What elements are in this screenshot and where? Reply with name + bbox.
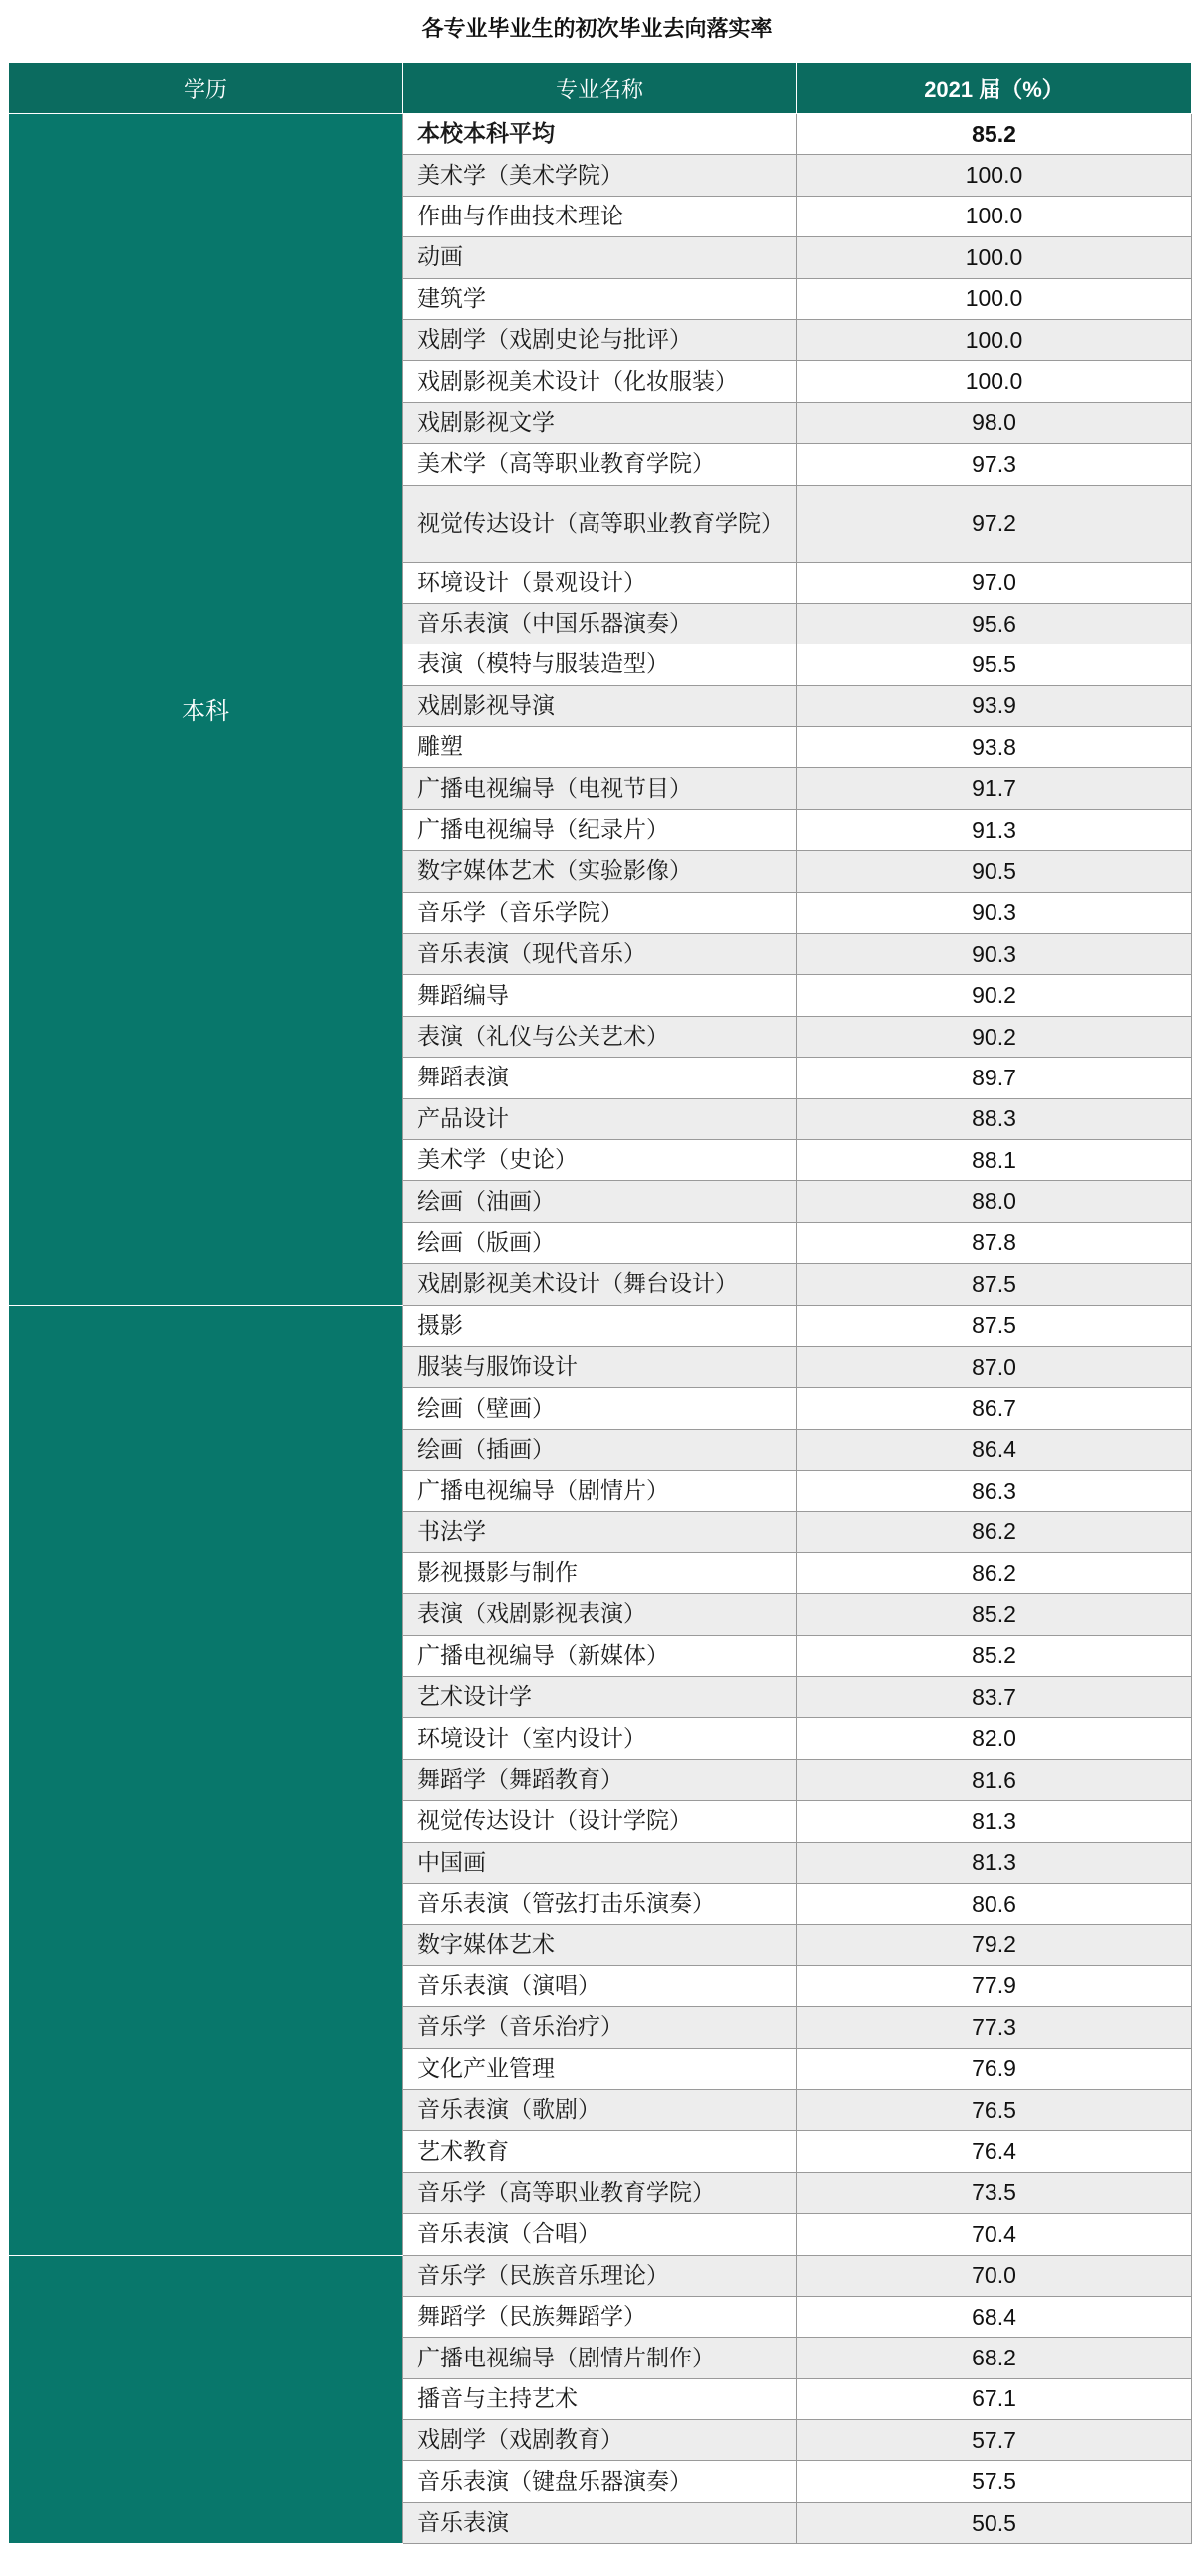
rate-value-cell: 67.1 — [797, 2378, 1192, 2419]
rate-value-cell: 70.4 — [797, 2214, 1192, 2255]
major-name-cell: 戏剧影视导演 — [403, 685, 797, 726]
major-name-cell: 戏剧影视美术设计（化妆服装） — [403, 361, 797, 402]
major-name-cell: 美术学（高等职业教育学院） — [403, 444, 797, 485]
rate-value-cell: 88.3 — [797, 1098, 1192, 1139]
rate-value-cell: 90.2 — [797, 1016, 1192, 1057]
major-name-cell: 音乐学（民族音乐理论） — [403, 2255, 797, 2296]
header-degree: 学历 — [9, 63, 403, 114]
major-name-cell: 广播电视编导（电视节目） — [403, 768, 797, 809]
major-name-cell: 摄影 — [403, 1305, 797, 1346]
major-name-cell: 视觉传达设计（高等职业教育学院） — [403, 485, 797, 562]
rate-value-cell: 77.9 — [797, 1965, 1192, 2006]
rate-value-cell: 87.5 — [797, 1305, 1192, 1346]
rate-value-cell: 81.3 — [797, 1801, 1192, 1842]
rate-value-cell: 87.8 — [797, 1222, 1192, 1263]
major-name-cell: 音乐表演 — [403, 2502, 797, 2543]
major-name-cell: 环境设计（室内设计） — [403, 1718, 797, 1759]
degree-cell — [9, 1305, 403, 2255]
rate-value-cell: 89.7 — [797, 1058, 1192, 1098]
rate-value-cell: 95.5 — [797, 644, 1192, 685]
major-name-cell: 戏剧学（戏剧史论与批评） — [403, 319, 797, 360]
major-name-cell: 表演（模特与服装造型） — [403, 644, 797, 685]
rate-value-cell: 77.3 — [797, 2007, 1192, 2048]
major-name-cell: 音乐表演（管弦打击乐演奏） — [403, 1884, 797, 1925]
major-name-cell: 绘画（插画） — [403, 1429, 797, 1470]
major-name-cell: 音乐表演（演唱） — [403, 1965, 797, 2006]
major-name-cell: 播音与主持艺术 — [403, 2378, 797, 2419]
rate-value-cell: 76.5 — [797, 2089, 1192, 2130]
employment-rate-table — [8, 62, 1192, 2544]
major-name-cell: 影视摄影与制作 — [403, 1552, 797, 1593]
degree-cell — [9, 2255, 403, 2544]
major-name-cell: 舞蹈学（民族舞蹈学） — [403, 2296, 797, 2337]
major-name-cell: 本校本科平均 — [403, 114, 797, 155]
major-name-cell: 音乐表演（中国乐器演奏） — [403, 603, 797, 644]
rate-value-cell: 73.5 — [797, 2172, 1192, 2213]
major-name-cell: 建筑学 — [403, 278, 797, 319]
rate-value-cell: 57.5 — [797, 2461, 1192, 2502]
rate-value-cell: 83.7 — [797, 1677, 1192, 1718]
major-name-cell: 音乐表演（合唱） — [403, 2214, 797, 2255]
major-name-cell: 动画 — [403, 237, 797, 278]
rate-value-cell: 100.0 — [797, 319, 1192, 360]
table-title: 各专业毕业生的初次毕业去向落实率 — [421, 16, 773, 42]
rate-value-cell: 90.2 — [797, 975, 1192, 1016]
degree-cell: 本科 — [9, 114, 403, 1306]
rate-value-cell: 50.5 — [797, 2502, 1192, 2543]
major-name-cell: 绘画（壁画） — [403, 1388, 797, 1429]
rate-value-cell: 76.9 — [797, 2048, 1192, 2089]
major-name-cell: 美术学（美术学院） — [403, 155, 797, 196]
table-body — [9, 114, 1192, 2544]
header-rate: 2021 届（%） — [797, 63, 1192, 114]
major-name-cell: 戏剧影视文学 — [403, 402, 797, 443]
rate-value-cell: 100.0 — [797, 237, 1192, 278]
rate-value-cell: 81.6 — [797, 1759, 1192, 1800]
rate-value-cell: 87.5 — [797, 1264, 1192, 1305]
major-name-cell: 舞蹈表演 — [403, 1058, 797, 1098]
major-name-cell: 数字媒体艺术（实验影像） — [403, 851, 797, 892]
major-name-cell: 舞蹈学（舞蹈教育） — [403, 1759, 797, 1800]
major-name-cell: 戏剧影视美术设计（舞台设计） — [403, 1264, 797, 1305]
average-row — [9, 114, 1192, 155]
table-row — [9, 2255, 1192, 2296]
rate-value-cell: 82.0 — [797, 1718, 1192, 1759]
rate-value-cell: 100.0 — [797, 155, 1192, 196]
rate-value-cell: 88.0 — [797, 1181, 1192, 1222]
major-name-cell: 艺术设计学 — [403, 1677, 797, 1718]
rate-value-cell: 98.0 — [797, 402, 1192, 443]
major-name-cell: 广播电视编导（剧情片） — [403, 1471, 797, 1511]
major-name-cell: 广播电视编导（剧情片制作） — [403, 2338, 797, 2378]
rate-value-cell: 87.0 — [797, 1346, 1192, 1387]
rate-value-cell: 100.0 — [797, 278, 1192, 319]
major-name-cell: 音乐学（高等职业教育学院） — [403, 2172, 797, 2213]
rate-value-cell: 88.1 — [797, 1139, 1192, 1180]
major-name-cell: 广播电视编导（新媒体） — [403, 1635, 797, 1676]
rate-value-cell: 81.3 — [797, 1842, 1192, 1883]
rate-value-cell: 85.2 — [797, 1594, 1192, 1635]
rate-value-cell: 57.7 — [797, 2420, 1192, 2461]
major-name-cell: 作曲与作曲技术理论 — [403, 196, 797, 236]
rate-value-cell: 95.6 — [797, 603, 1192, 644]
major-name-cell: 舞蹈编导 — [403, 975, 797, 1016]
rate-value-cell: 100.0 — [797, 196, 1192, 236]
major-name-cell: 环境设计（景观设计） — [403, 562, 797, 603]
major-name-cell: 艺术教育 — [403, 2131, 797, 2172]
rate-value-cell: 68.4 — [797, 2296, 1192, 2337]
rate-value-cell: 97.2 — [797, 485, 1192, 562]
rate-value-cell: 90.3 — [797, 934, 1192, 975]
major-name-cell: 中国画 — [403, 1842, 797, 1883]
major-name-cell: 表演（戏剧影视表演） — [403, 1594, 797, 1635]
rate-value-cell: 91.7 — [797, 768, 1192, 809]
rate-value-cell: 68.2 — [797, 2338, 1192, 2378]
rate-value-cell: 86.3 — [797, 1471, 1192, 1511]
rate-value-cell: 93.8 — [797, 727, 1192, 768]
rate-value-cell: 79.2 — [797, 1925, 1192, 1965]
rate-value-cell: 80.6 — [797, 1884, 1192, 1925]
rate-value-cell: 100.0 — [797, 361, 1192, 402]
rate-value-cell: 91.3 — [797, 809, 1192, 850]
rate-value-cell: 85.2 — [797, 114, 1192, 155]
major-name-cell: 音乐表演（键盘乐器演奏） — [403, 2461, 797, 2502]
major-name-cell: 数字媒体艺术 — [403, 1925, 797, 1965]
major-name-cell: 视觉传达设计（设计学院） — [403, 1801, 797, 1842]
major-name-cell: 绘画（油画） — [403, 1181, 797, 1222]
major-name-cell: 音乐学（音乐治疗） — [403, 2007, 797, 2048]
major-name-cell: 书法学 — [403, 1511, 797, 1552]
rate-value-cell: 90.3 — [797, 892, 1192, 933]
table-header-row — [9, 63, 1192, 114]
major-name-cell: 绘画（版画） — [403, 1222, 797, 1263]
rate-value-cell: 97.3 — [797, 444, 1192, 485]
rate-value-cell: 70.0 — [797, 2255, 1192, 2296]
table-row — [9, 1305, 1192, 1346]
major-name-cell: 音乐表演（歌剧） — [403, 2089, 797, 2130]
major-name-cell: 雕塑 — [403, 727, 797, 768]
major-name-cell: 音乐学（音乐学院） — [403, 892, 797, 933]
rate-value-cell: 86.7 — [797, 1388, 1192, 1429]
major-name-cell: 美术学（史论） — [403, 1139, 797, 1180]
rate-value-cell: 86.2 — [797, 1511, 1192, 1552]
rate-value-cell: 97.0 — [797, 562, 1192, 603]
major-name-cell: 服装与服饰设计 — [403, 1346, 797, 1387]
rate-value-cell: 86.2 — [797, 1552, 1192, 1593]
rate-value-cell: 90.5 — [797, 851, 1192, 892]
major-name-cell: 产品设计 — [403, 1098, 797, 1139]
rate-value-cell: 85.2 — [797, 1635, 1192, 1676]
major-name-cell: 文化产业管理 — [403, 2048, 797, 2089]
header-major: 专业名称 — [403, 63, 797, 114]
rate-value-cell: 93.9 — [797, 685, 1192, 726]
major-name-cell: 音乐表演（现代音乐） — [403, 934, 797, 975]
major-name-cell: 表演（礼仪与公关艺术） — [403, 1016, 797, 1057]
rate-value-cell: 76.4 — [797, 2131, 1192, 2172]
rate-value-cell: 86.4 — [797, 1429, 1192, 1470]
major-name-cell: 戏剧学（戏剧教育） — [403, 2420, 797, 2461]
major-name-cell: 广播电视编导（纪录片） — [403, 809, 797, 850]
